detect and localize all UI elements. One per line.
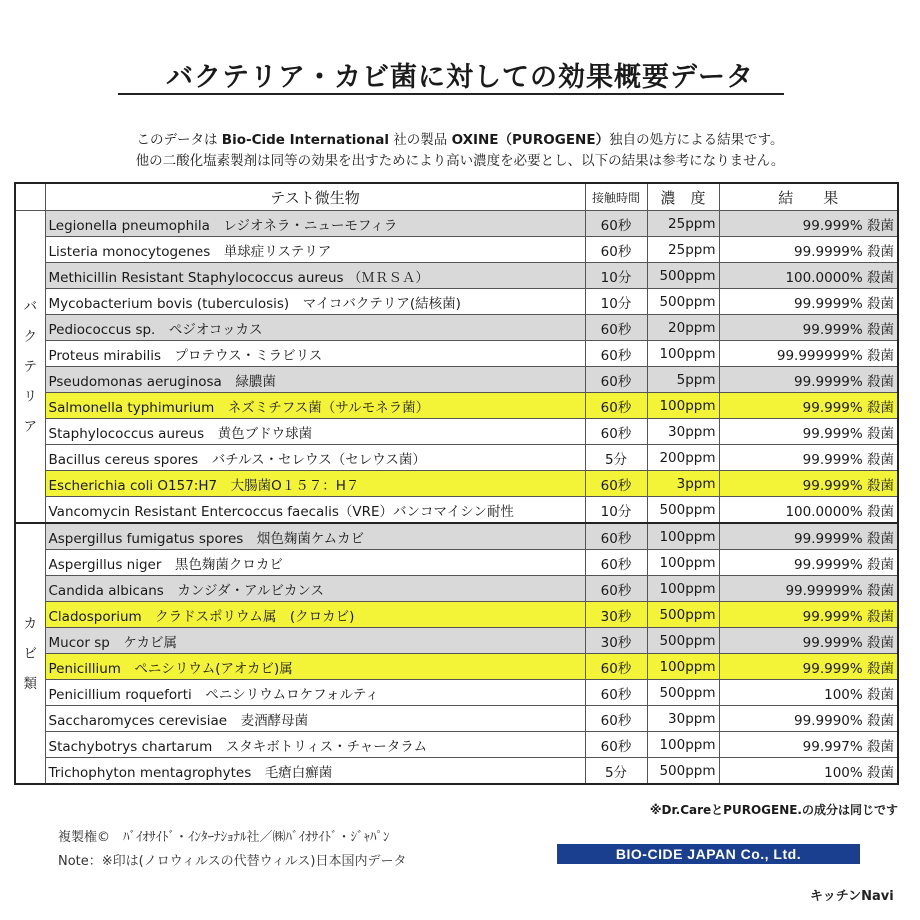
fungi-group-label-char: 類	[23, 675, 37, 692]
table-row	[15, 341, 898, 367]
contact-time-cell: 5分	[585, 758, 647, 785]
intro-line-2: 他の二酸化塩素製剤は同等の効果を出すためにより高い濃度を必要とし、以下の結果は参考になりません。	[135, 153, 785, 169]
concentration-cell: 500ppm	[647, 680, 719, 706]
organism-cell: Aspergillus niger 黒色麹菌クロカビ	[45, 550, 585, 576]
organism-cell: Listeria monocytogenes 単球症リステリア	[45, 237, 585, 263]
result-cell: 99.999999% 殺菌	[719, 341, 898, 367]
bacteria-group-label-char: リ	[23, 388, 37, 405]
table-row	[15, 732, 898, 758]
concentration-cell: 500ppm	[647, 289, 719, 315]
result-cell: 99.999% 殺菌	[719, 393, 898, 419]
organism-cell: Methicillin Resistant Staphylococcus aureus （ＭＲＳＡ）	[45, 263, 585, 289]
organism-cell: Pediococcus sp. ペジオコッカス	[45, 315, 585, 341]
concentration-cell: 100ppm	[647, 523, 719, 550]
bacteria-group-label-char: ク	[23, 328, 37, 345]
contact-time-cell: 60秒	[585, 315, 647, 341]
table-body	[15, 211, 898, 785]
contact-time-cell: 30秒	[585, 602, 647, 628]
concentration-cell: 500ppm	[647, 263, 719, 289]
table-row	[15, 419, 898, 445]
concentration-cell: 100ppm	[647, 341, 719, 367]
bio-cide-logo: BIO-CIDE JAPAN Co., Ltd.	[557, 844, 860, 864]
fungi-group-label-char: カ	[23, 615, 37, 632]
result-cell: 99.999% 殺菌	[719, 654, 898, 680]
table-row	[15, 445, 898, 471]
header-contact-time: 接触時間	[585, 183, 647, 211]
fungi-group-label-char: ビ	[23, 645, 37, 662]
table-row	[15, 576, 898, 602]
contact-time-cell: 60秒	[585, 237, 647, 263]
header-result: 結 果	[719, 183, 898, 211]
concentration-cell: 500ppm	[647, 602, 719, 628]
concentration-cell: 100ppm	[647, 654, 719, 680]
contact-time-cell: 60秒	[585, 654, 647, 680]
organism-cell: Penicillium roqueforti ペニシリウムロケフォルティ	[45, 680, 585, 706]
table-row	[15, 680, 898, 706]
table-row	[15, 654, 898, 680]
organism-cell: Mucor sp ケカビ属	[45, 628, 585, 654]
organism-cell: Legionella pneumophila レジオネラ・ニューモフィラ	[45, 211, 585, 237]
result-cell: 100% 殺菌	[719, 758, 898, 785]
concentration-cell: 30ppm	[647, 419, 719, 445]
concentration-cell: 100ppm	[647, 550, 719, 576]
table-row	[15, 523, 898, 550]
page-title: バクテリア・カビ菌に対しての効果概要データ	[166, 62, 754, 93]
concentration-cell: 30ppm	[647, 706, 719, 732]
intro-text-b: 社の製品	[388, 132, 452, 148]
intro-text-a: このデータは	[136, 132, 222, 148]
result-cell: 99.99999% 殺菌	[719, 576, 898, 602]
organism-cell: Mycobacterium bovis (tuberculosis) マイコバクテリア(結核菌)	[45, 289, 585, 315]
concentration-cell: 25ppm	[647, 211, 719, 237]
contact-time-cell: 60秒	[585, 576, 647, 602]
contact-time-cell: 60秒	[585, 680, 647, 706]
contact-time-cell: 10分	[585, 263, 647, 289]
table-row	[15, 758, 898, 785]
same-ingredient-note: ※Dr.CareとPUROGENE.の成分は同じです	[649, 803, 898, 817]
table-header-row	[15, 183, 898, 211]
result-cell: 99.999% 殺菌	[719, 602, 898, 628]
intro-company: Bio-Cide International	[221, 132, 389, 148]
table-row	[15, 706, 898, 732]
contact-time-cell: 60秒	[585, 419, 647, 445]
concentration-cell: 100ppm	[647, 732, 719, 758]
table-row	[15, 237, 898, 263]
contact-time-cell: 60秒	[585, 211, 647, 237]
header-organism: テスト微生物	[45, 183, 585, 211]
table-row	[15, 289, 898, 315]
result-cell: 99.999% 殺菌	[719, 471, 898, 497]
result-cell: 99.999% 殺菌	[719, 315, 898, 341]
contact-time-cell: 60秒	[585, 393, 647, 419]
contact-time-cell: 10分	[585, 497, 647, 524]
intro-product: OXINE（PUROGENE）	[451, 132, 610, 148]
table-row	[15, 602, 898, 628]
organism-cell: Salmonella typhimurium ネズミチフス菌（サルモネラ菌）	[45, 393, 585, 419]
table-row	[15, 628, 898, 654]
kitchen-navi-brand: キッチンNavi	[810, 889, 894, 904]
intro-text-c: 独自の処方による結果です。	[609, 132, 784, 148]
organism-cell: Escherichia coli O157:H7 大腸菌O１５７：H７	[45, 471, 585, 497]
concentration-cell: 500ppm	[647, 628, 719, 654]
bacteria-group-label-char: バ	[23, 298, 37, 315]
result-cell: 99.999% 殺菌	[719, 628, 898, 654]
intro-line-1	[40, 128, 880, 148]
contact-time-cell: 60秒	[585, 341, 647, 367]
concentration-cell: 25ppm	[647, 237, 719, 263]
concentration-cell: 500ppm	[647, 758, 719, 785]
note-text: Note：※印は(ノロウィルスの代替ウィルス)日本国内データ	[58, 854, 407, 869]
concentration-cell: 20ppm	[647, 315, 719, 341]
table-row	[15, 550, 898, 576]
contact-time-cell: 60秒	[585, 706, 647, 732]
contact-time-cell: 60秒	[585, 367, 647, 393]
result-cell: 100% 殺菌	[719, 680, 898, 706]
table-row	[15, 367, 898, 393]
table-row	[15, 315, 898, 341]
organism-cell: Vancomycin Resistant Entercoccus faecalis（VRE）バンコマイシン耐性	[45, 497, 585, 524]
result-cell: 99.9999% 殺菌	[719, 289, 898, 315]
contact-time-cell: 30秒	[585, 628, 647, 654]
result-cell: 99.9999% 殺菌	[719, 237, 898, 263]
concentration-cell: 200ppm	[647, 445, 719, 471]
concentration-cell: 3ppm	[647, 471, 719, 497]
organism-cell: Pseudomonas aeruginosa 緑膿菌	[45, 367, 585, 393]
organism-cell: Trichophyton mentagrophytes 毛瘡白癬菌	[45, 758, 585, 785]
efficacy-table	[14, 182, 899, 785]
organism-cell: Aspergillus fumigatus spores 烟色麹菌ケムカビ	[45, 523, 585, 550]
result-cell: 99.9999% 殺菌	[719, 367, 898, 393]
organism-cell: Saccharomyces cerevisiae 麦酒酵母菌	[45, 706, 585, 732]
contact-time-cell: 60秒	[585, 550, 647, 576]
table-row	[15, 393, 898, 419]
result-cell: 99.9999% 殺菌	[719, 550, 898, 576]
table-row	[15, 263, 898, 289]
contact-time-cell: 60秒	[585, 523, 647, 550]
header-group-blank	[15, 183, 45, 211]
organism-cell: Candida albicans カンジダ・アルビカンス	[45, 576, 585, 602]
organism-cell: Bacillus cereus spores バチルス・セレウス（セレウス菌）	[45, 445, 585, 471]
table-row	[15, 211, 898, 237]
contact-time-cell: 60秒	[585, 471, 647, 497]
result-cell: 100.0000% 殺菌	[719, 263, 898, 289]
result-cell: 99.999% 殺菌	[719, 211, 898, 237]
result-cell: 100.0000% 殺菌	[719, 497, 898, 524]
table-row	[15, 471, 898, 497]
organism-cell: Proteus mirabilis プロテウス・ミラビリス	[45, 341, 585, 367]
concentration-cell: 5ppm	[647, 367, 719, 393]
contact-time-cell: 60秒	[585, 732, 647, 758]
bacteria-group-label-char: ア	[23, 418, 37, 435]
organism-cell: Penicillium ペニシリウム(アオカビ)属	[45, 654, 585, 680]
copyright-text: 複製権© ﾊﾞｲｵｻｲﾄﾞ・ｲﾝﾀｰﾅｼｮﾅﾙ社／㈱ﾊﾞｲｵｻｲﾄﾞ・ｼﾞｬﾊﾟﾝ	[58, 830, 390, 845]
organism-cell: Staphylococcus aureus 黄色ブドウ球菌	[45, 419, 585, 445]
fungi-group-label	[15, 523, 45, 784]
result-cell: 99.997% 殺菌	[719, 732, 898, 758]
contact-time-cell: 10分	[585, 289, 647, 315]
result-cell: 99.999% 殺菌	[719, 419, 898, 445]
result-cell: 99.999% 殺菌	[719, 445, 898, 471]
result-cell: 99.9990% 殺菌	[719, 706, 898, 732]
contact-time-cell: 5分	[585, 445, 647, 471]
bacteria-group-label	[15, 211, 45, 524]
concentration-cell: 100ppm	[647, 393, 719, 419]
organism-cell: Stachybotrys chartarum スタキボトリィス・チャータラム	[45, 732, 585, 758]
header-concentration: 濃 度	[647, 183, 719, 211]
title-underline	[118, 93, 784, 95]
bacteria-group-label-char: テ	[23, 358, 37, 375]
concentration-cell: 100ppm	[647, 576, 719, 602]
concentration-cell: 500ppm	[647, 497, 719, 524]
organism-cell: Cladosporium クラドスポリウム属 (クロカビ)	[45, 602, 585, 628]
result-cell: 99.9999% 殺菌	[719, 523, 898, 550]
table-row	[15, 497, 898, 524]
